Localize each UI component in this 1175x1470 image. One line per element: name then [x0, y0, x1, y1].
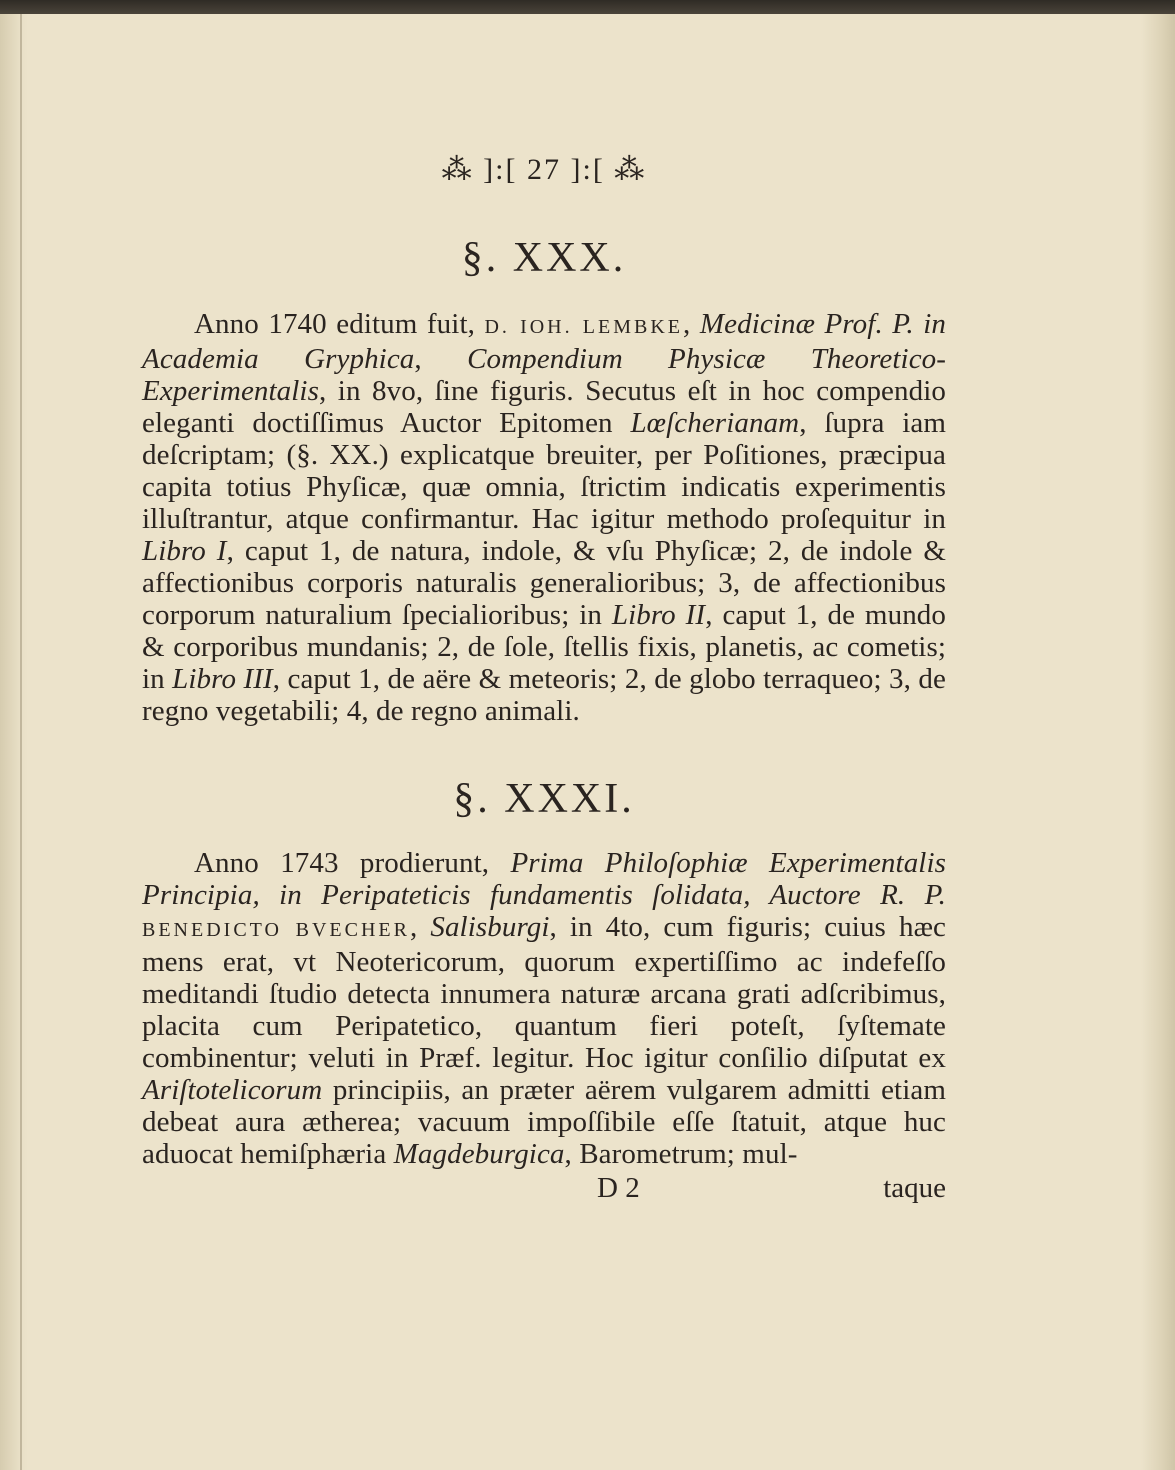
italic-text: Ariſtotelicorum [142, 1074, 323, 1106]
section-31-paragraph [142, 847, 946, 1170]
italic-text: Lœſcherianam [630, 407, 800, 439]
body-text: , caput 1, de aëre & meteoris; 2, de globo terraqueo; 3, de regno vegetabili; 4, de regno animali. [142, 663, 946, 727]
body-text: , [683, 308, 700, 340]
body-text: , [414, 343, 468, 375]
section-30-title: §. XXX. [461, 235, 627, 281]
body-text: Anno 1740 editum fuit, [194, 308, 485, 340]
page-fold [20, 14, 22, 1470]
book-top-edge [0, 0, 1175, 14]
page-body [142, 150, 946, 1208]
body-text: , in 8vo, ſine figuris. Secutus eſt in hoc compendio eleganti doctiſſimus Auctor Epitomen [142, 375, 946, 439]
body-text: , in 4to, cum figuris; cuius hæc mens erat, vt Neotericorum, quorum expertiſſimo ac indefeſſo meditandi ſtudio detecta innumera naturæ arcana grati adſcribimus, placita cum Peripatetico, quantum fieri poteſt, ſyſtemate combinentur; veluti in Præf. legitur. Hoc igitur conſilio diſputat ex [142, 911, 946, 1074]
body-text: , ſupra iam deſcriptam; (§. XX.) explicatque breuiter, per Poſitiones, præcipua capita totius Phyſicæ, quæ omnia, ſtrictim indicatis experimentis illuſtrantur, atque confirmantur. Hac igitur methodo proſequitur in [142, 407, 947, 535]
body-text: , caput 1, de mundo & corporibus mundanis; 2, de ſole, ſtellis fixis, planetis, ac cometis; in [142, 599, 946, 695]
body-text: , caput 1, de natura, indole, & vſu Phyſicæ; 2, de indole & affectionibus corporis naturalis generalioribus; 3, de affectionibus corporum naturalium ſpecialioribus; in [142, 535, 946, 631]
body-text: Anno 1743 prodierunt, [194, 847, 511, 879]
italic-text: Libro I [142, 535, 227, 567]
body-text: , Barometrum; mul- [564, 1138, 798, 1170]
italic-text: Libro III [172, 663, 273, 695]
signature-mark: D 2 [597, 1172, 640, 1204]
italic-text: Compendium Physicæ Theoretico-Experimentalis [142, 343, 947, 407]
italic-text: Prima Philoſophiæ Experimentalis Principia, in Peripateticis fundamentis ſolidata, Auctore R. P. [142, 847, 946, 911]
page-fore-edge [1141, 14, 1175, 1470]
page-footer [142, 1172, 946, 1208]
book-gutter [0, 14, 28, 1470]
section-30-paragraph [142, 308, 946, 727]
running-head: ⁂ ]:[ 27 ]:[ ⁂ [441, 153, 647, 186]
body-text: , [409, 911, 431, 943]
section-31-title: §. XXXI. [453, 776, 635, 822]
small-caps-name: D. IOH. LEMBKE [484, 316, 684, 338]
catchword: taque [883, 1172, 946, 1204]
italic-text: Magdeburgica [393, 1138, 565, 1170]
italic-text: Medicinæ Prof. P. in Academia Gryphica [142, 308, 947, 375]
body-text: principiis, an præter aërem vulgarem admitti etiam debeat aura ætherea; vacuum impoſſibile eſſe ſtatuit, atque huc aduocat hemiſphæria [142, 1074, 946, 1170]
small-caps-name: BENEDICTO BVECHER [142, 919, 410, 941]
italic-text: Libro II [611, 599, 706, 631]
italic-text: Salisburgi [430, 911, 550, 943]
